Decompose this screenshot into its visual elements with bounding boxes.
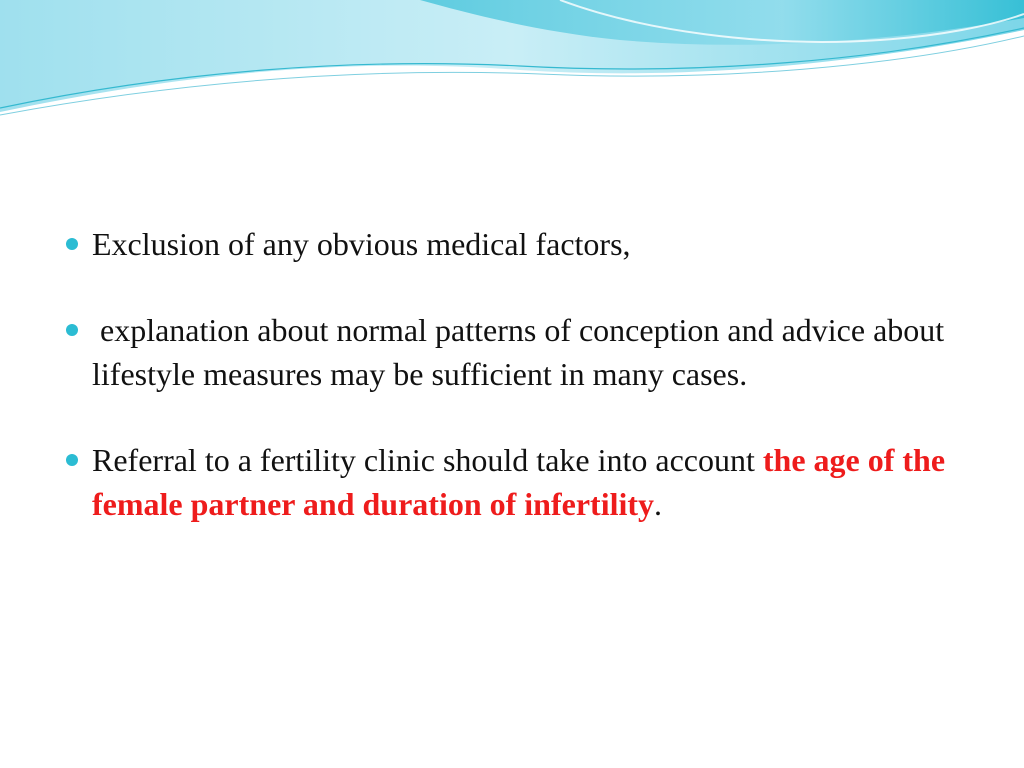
bullet-item (62, 438, 962, 526)
bullet-end-punctuation: . (654, 486, 663, 522)
bullet-emphasis-text: the age of the female partner and duration of infertility (92, 442, 946, 522)
bullet-text: Referral to a fertility clinic should take into account (92, 442, 763, 478)
header-wave-decoration (0, 0, 1024, 130)
bullet-text: Exclusion of any obvious medical factors, (92, 226, 631, 262)
bullet-item (62, 222, 962, 266)
bullet-item (62, 308, 962, 396)
bullet-dot-icon (66, 238, 78, 250)
bullet-text: explanation about normal patterns of conception and advice about lifestyle measures may be sufficient in many cases. (92, 312, 953, 392)
bullet-dot-icon (66, 454, 78, 466)
bullet-dot-icon (66, 324, 78, 336)
bullet-list (62, 222, 962, 526)
